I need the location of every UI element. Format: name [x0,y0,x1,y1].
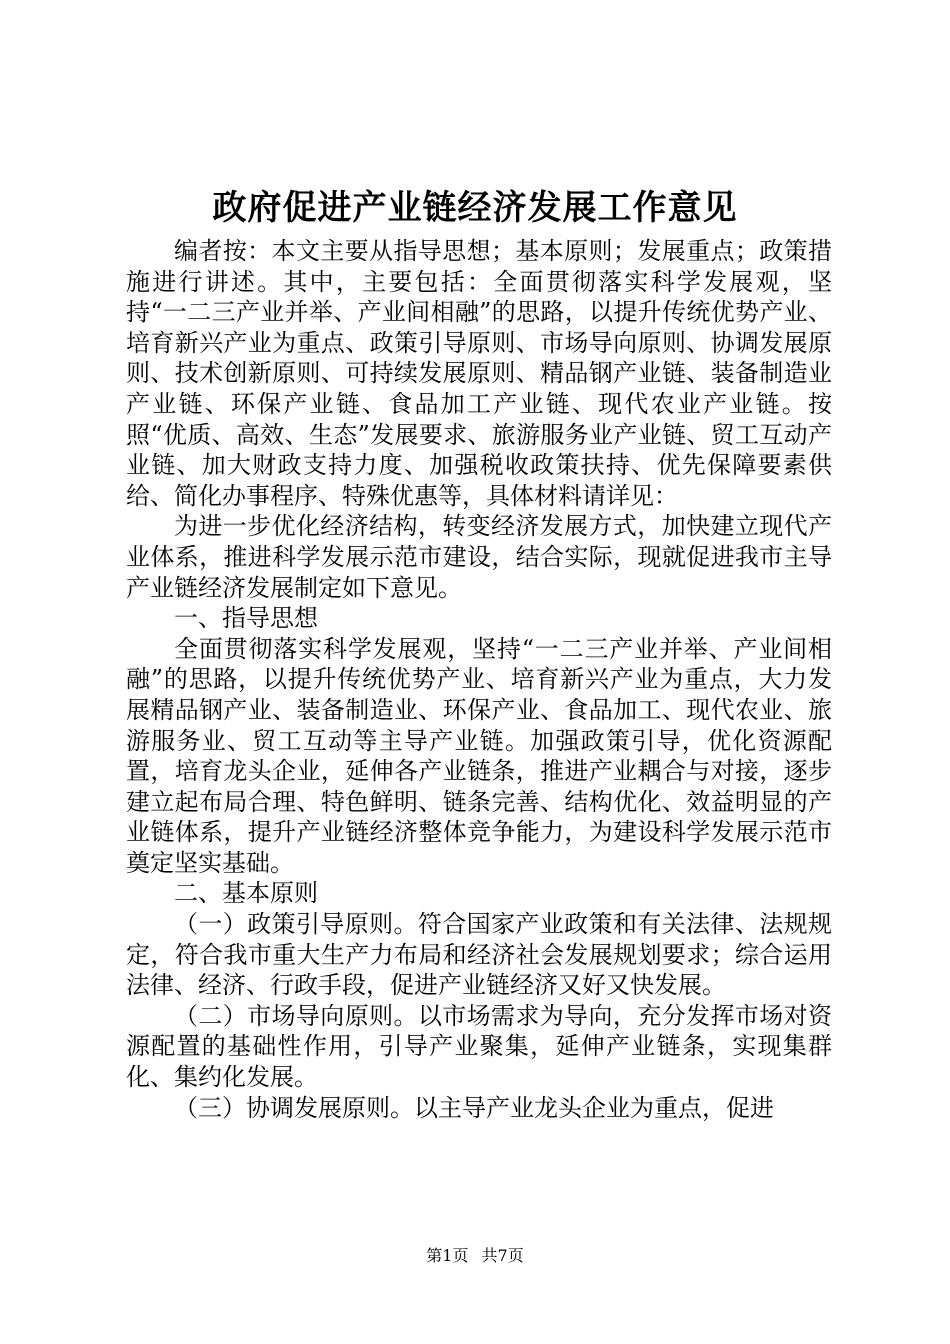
paragraph-intro: 为进一步优化经济结构，转变经济发展方式，加快建立现代产业体系，推进科学发展示范市建设，结合实际，现就促进我市主导产业链经济发展制定如下意见。 [126,512,832,602]
paragraph-principle-policy: （一）政策引导原则。符合国家产业政策和有关法律、法规规定，符合我市重大生产力布局和经济社会发展规划要求；综合运用法律、经济、行政手段，促进产业链经济又好又快发展。 [126,910,832,1000]
document-body [126,236,832,1123]
section-heading-guiding-ideology: 一、指导思想 [174,604,318,633]
paragraph-principle-coordination: （三）协调发展原则。以主导产业龙头企业为重点，促进 [174,1093,774,1122]
document-title: 政府促进产业链经济发展工作意见 [212,188,738,228]
paragraph-guiding-ideology: 全面贯彻落实科学发展观，坚持“一二三产业并举、产业间相融”的思路，以提升传统优势产业、培育新兴产业为重点，大力发展精品钢产业、装备制造业、环保产业、食品加工、现代农业、旅游服务业、贸工互动等主导产业链。加强政策引导，优化资源配置，培育龙头企业，延伸各产业链条，推进产业耦合与对接，逐步建立起布局合理、特色鲜明、链条完善、结构优化、效益明显的产业链体系，提升产业链经济整体竞争能力，为建设科学发展示范市奠定坚实基础。 [126,634,832,877]
current-page-number: 第1页 [426,1246,469,1265]
paragraph-principle-market: （二）市场导向原则。以市场需求为导向，充分发挥市场对资源配置的基础性作用，引导产业聚集，延伸产业链条，实现集群化、集约化发展。 [126,1001,832,1092]
total-page-count: 共7页 [481,1246,524,1265]
paragraph-editor-note: 编者按：本文主要从指导思想；基本原则；发展重点；政策措施进行讲述。其中，主要包括：全面贯彻落实科学发展观，坚持“一二三产业并举、产业间相融”的思路，以提升传统优势产业、培育新兴产业为重点、政策引导原则、市场导向原则、协调发展原则、技术创新原则、可持续发展原则、精品钢产业链、装备制造业产业链、环保产业链、食品加工产业链、现代农业产业链。按照“优质、高效、生态”发展要求、旅游服务业产业链、贸工互动产业链、加大财政支持力度、加强税收政策扶持、优先保障要素供给、简化办事程序、特殊优惠等，具体材料请详见： [126,237,832,510]
page-footer [0,1246,950,1266]
section-heading-basic-principles: 二、基本原则 [174,879,318,908]
